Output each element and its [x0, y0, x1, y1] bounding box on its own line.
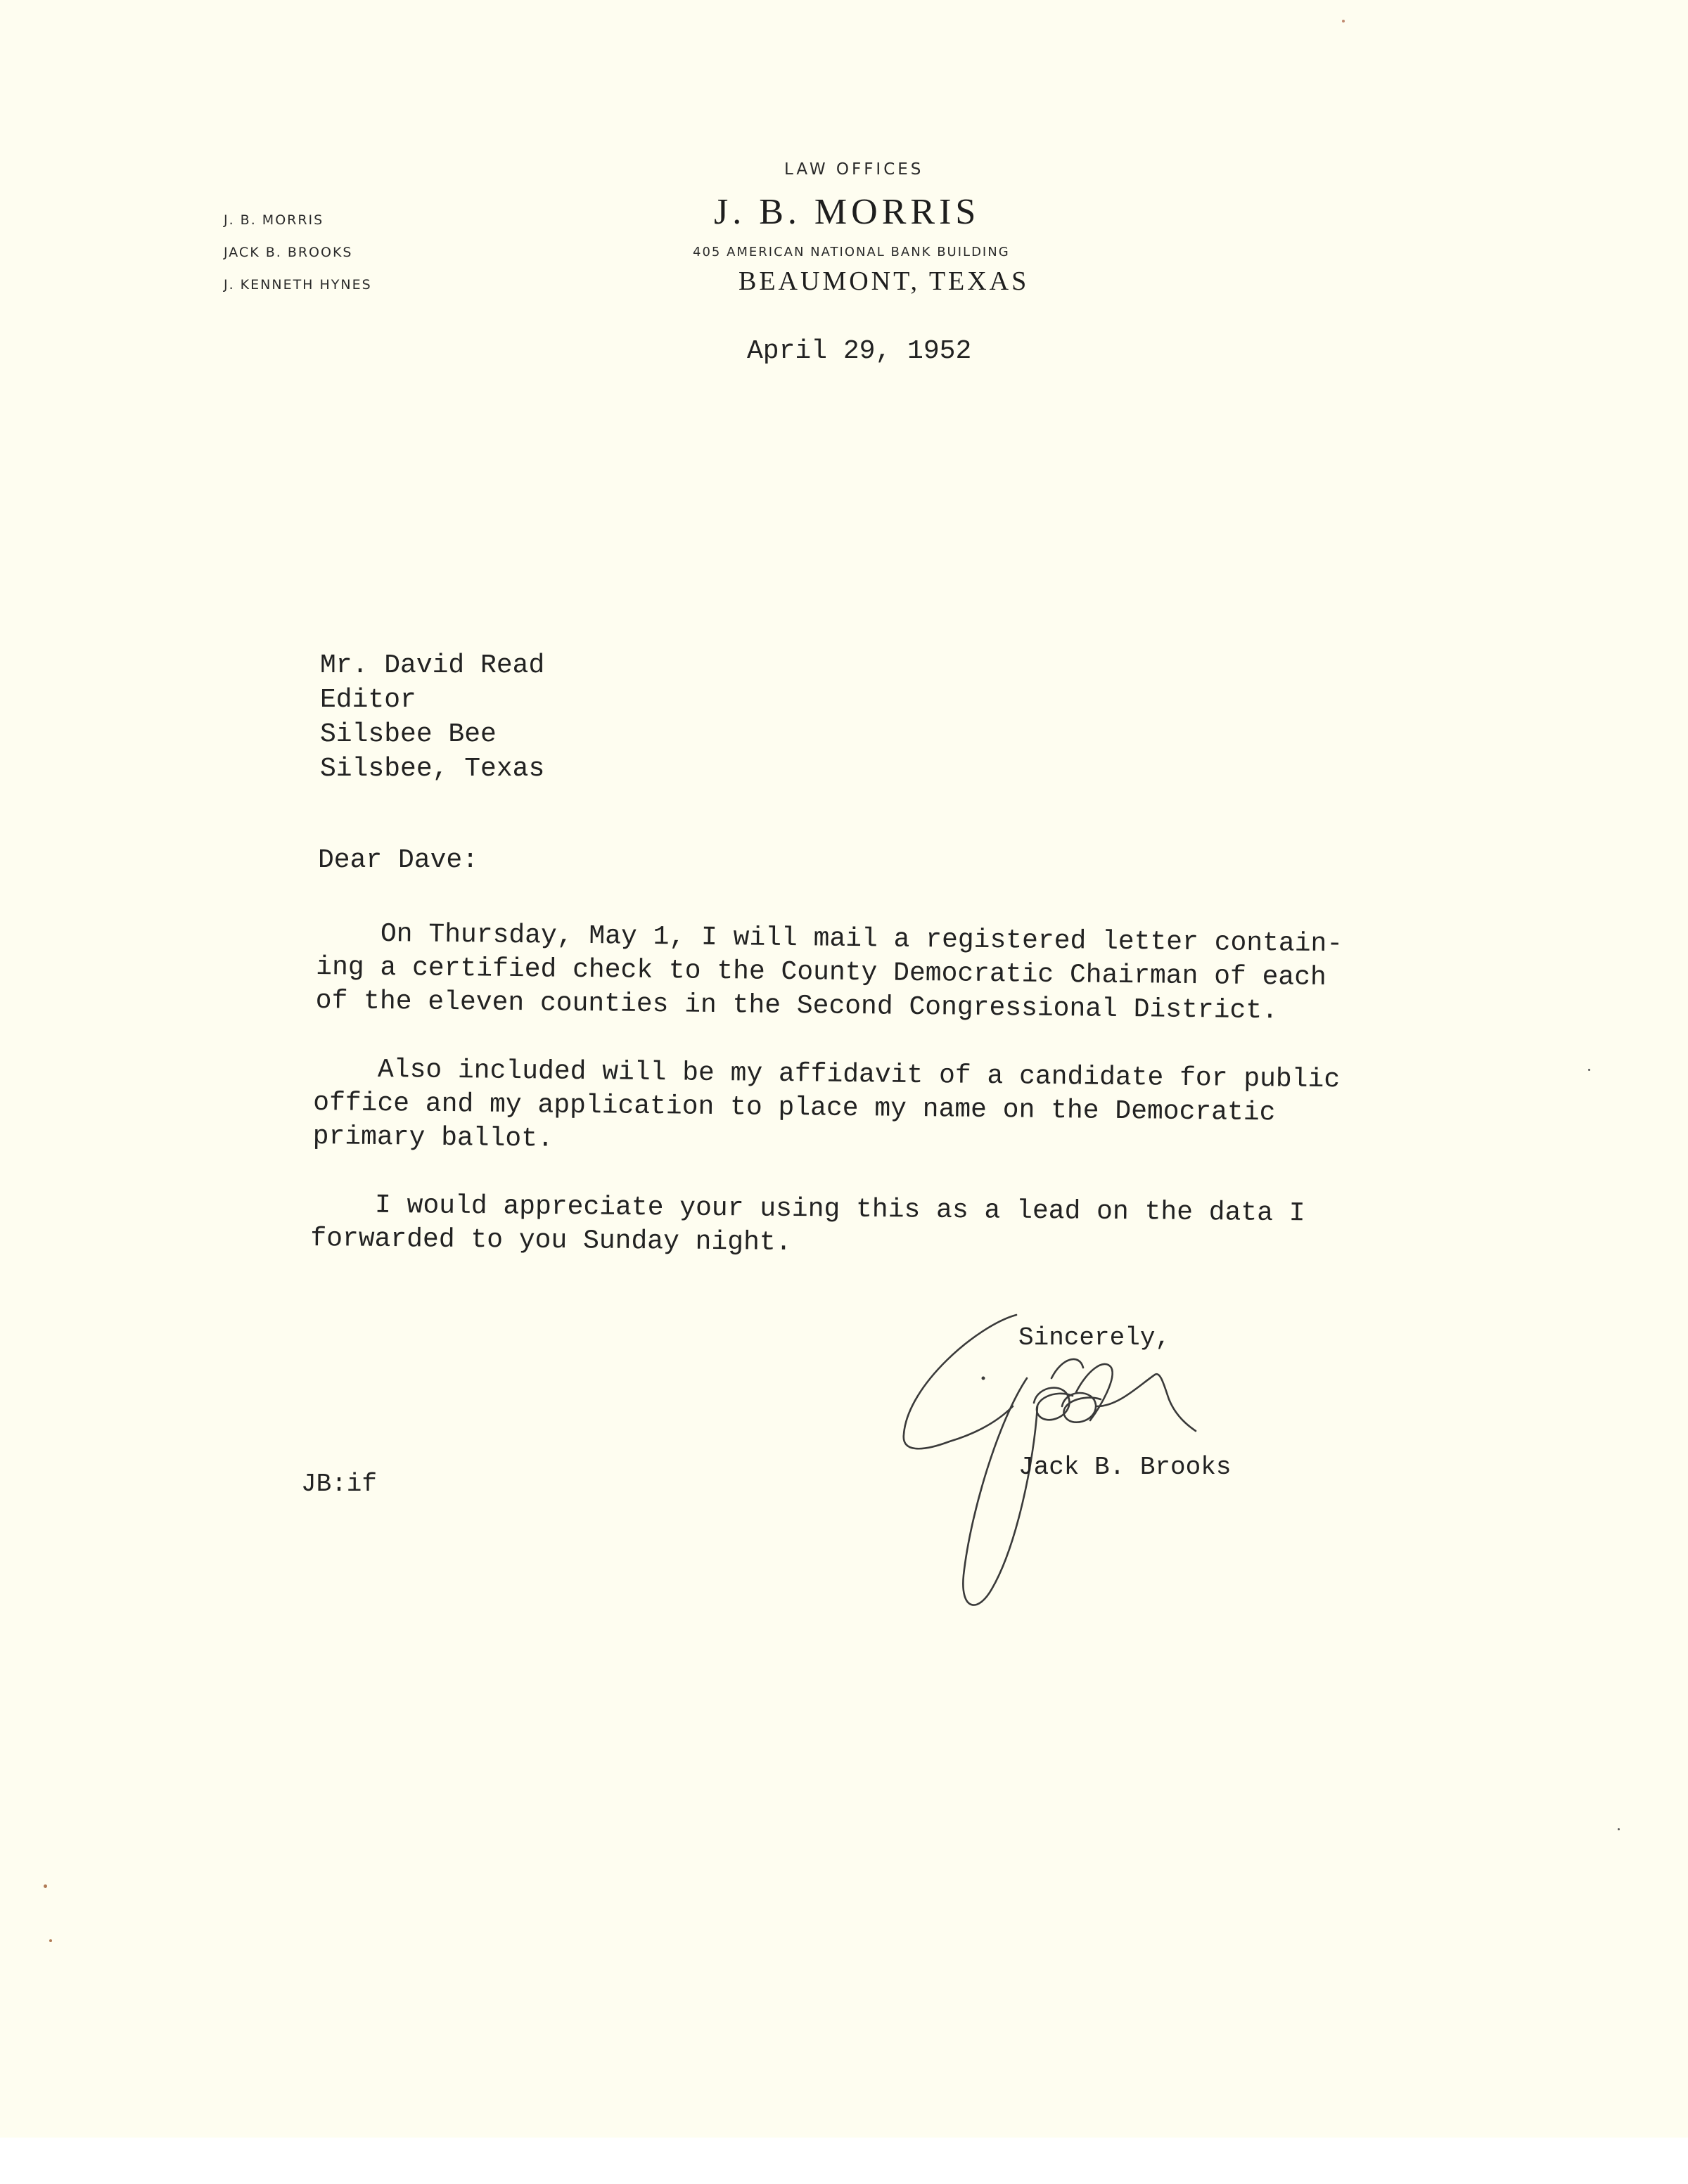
body-line: On Thursday, May 1, I will mail a registered letter contain-	[316, 918, 1343, 960]
signature-dot	[982, 1377, 985, 1380]
partner-name: JACK B. BROOKS	[224, 245, 353, 260]
body-line: ing a certified check to the County Democratic Chairman of each	[316, 951, 1327, 994]
body-line: Also included will be my affidavit of a candidate for public	[313, 1053, 1341, 1096]
signature-stroke	[1097, 1374, 1196, 1431]
addressee-line: Mr. David Read	[320, 650, 545, 681]
partner-list	[224, 204, 372, 301]
paper-speck	[44, 1884, 47, 1888]
body-line: forwarded to you Sunday night.	[310, 1223, 792, 1258]
body-line: primary ballot.	[312, 1121, 554, 1155]
signature-stroke	[963, 1378, 1037, 1605]
letterhead-address: 405 AMERICAN NATIONAL BANK BUILDING	[693, 245, 1010, 259]
body-paragraph	[310, 1188, 1305, 1264]
addressee-line: Silsbee Bee	[320, 719, 497, 750]
partner-name: J. B. MORRIS	[224, 212, 324, 228]
scan-margin	[0, 2138, 1688, 2184]
letter-date: April 29, 1952	[747, 336, 972, 366]
paper-speck	[1618, 1828, 1620, 1830]
signature-stroke	[904, 1315, 1016, 1448]
addressee-line: Editor	[320, 685, 416, 715]
inside-address	[320, 648, 544, 786]
reference-initials: JB:if	[301, 1470, 378, 1498]
body-paragraph	[315, 917, 1343, 1029]
signature-stroke	[1051, 1359, 1083, 1378]
body-line: of the eleven counties in the Second Congressional District.	[315, 985, 1279, 1027]
paper-speck	[1588, 1069, 1590, 1071]
letterhead-city: BEAUMONT, TEXAS	[738, 266, 1030, 296]
closing: Sincerely,	[1018, 1323, 1171, 1352]
body-paragraph	[312, 1053, 1340, 1164]
signature-stroke	[1034, 1388, 1073, 1420]
body-line: I would appreciate your using this as a lead on the data I	[310, 1189, 1305, 1229]
letterhead-offices-label: LAW OFFICES	[784, 160, 924, 179]
partner-name: J. KENNETH HYNES	[224, 277, 372, 293]
signer-name: Jack B. Brooks	[1018, 1453, 1232, 1482]
paper-speck	[49, 1939, 52, 1942]
body-line: office and my application to place my name on the Democratic	[313, 1087, 1276, 1129]
letterhead-firm-name: J. B. MORRIS	[714, 192, 980, 232]
paper-speck	[1342, 20, 1345, 23]
salutation: Dear Dave:	[318, 845, 479, 875]
addressee-line: Silsbee, Texas	[320, 754, 545, 784]
